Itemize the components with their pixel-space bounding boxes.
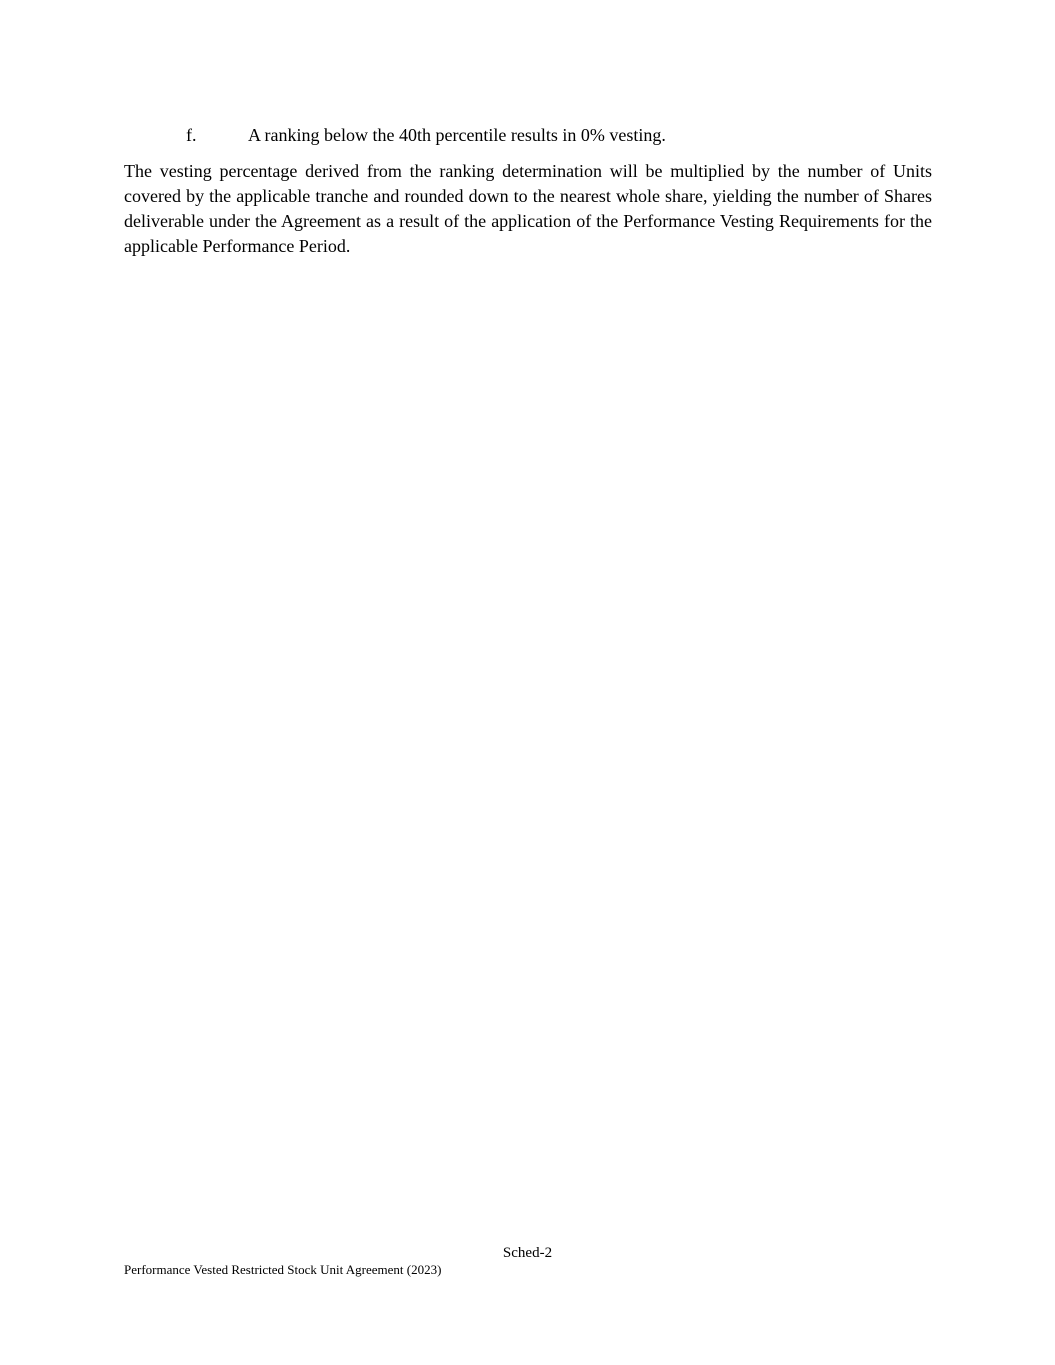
page-number: Sched-2	[502, 1245, 553, 1261]
body-paragraph: The vesting percentage derived from the ranking determination will be multiplied by the number of Units covered by the applicable tranche and rounded down to the nearest whole share, yielding the number of Shares deliverable under the Agreement as a result of the application of the Performance Vesting Requirements for the applicable Performance Period.	[124, 161, 932, 256]
list-item-text: A ranking below the 40th percentile results in 0% vesting.	[248, 125, 666, 145]
footer-document-title: Performance Vested Restricted Stock Unit Agreement (2023)	[124, 1262, 442, 1277]
list-item-marker: f.	[186, 125, 197, 145]
